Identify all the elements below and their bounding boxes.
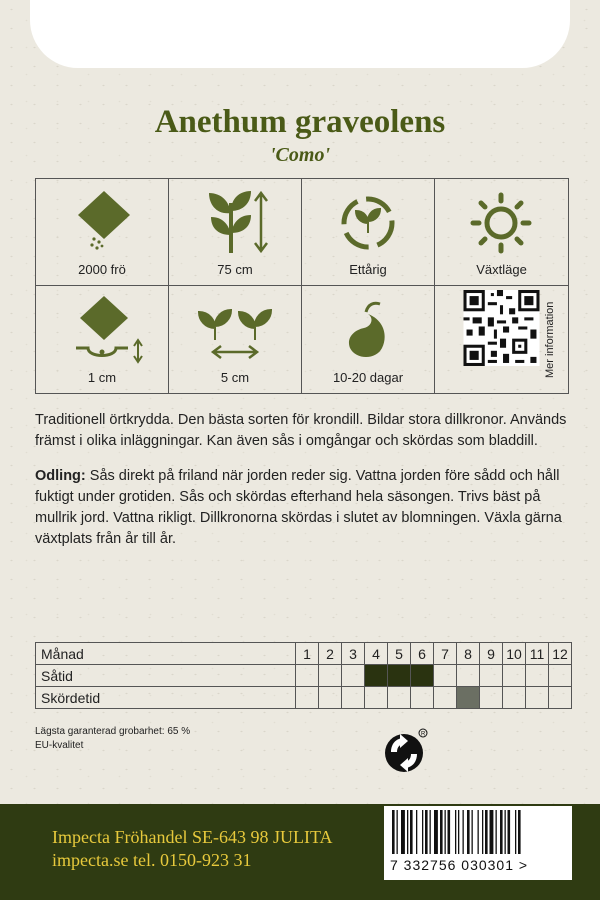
month-7: 7 xyxy=(434,643,457,665)
cell-seeds xyxy=(36,179,169,286)
sow-cell xyxy=(480,665,503,687)
harvest-cell xyxy=(411,687,434,709)
sow-cell xyxy=(526,665,549,687)
sun-icon xyxy=(435,183,568,259)
month-header: Månad xyxy=(36,643,296,665)
company-contact: impecta.se tel. 0150-923 31 xyxy=(52,850,252,870)
position: Växtläge xyxy=(476,262,527,277)
sow-label: Såtid xyxy=(36,665,296,687)
sow-cell xyxy=(503,665,526,687)
cell-germination xyxy=(302,286,435,393)
harvest-cell xyxy=(480,687,503,709)
green-dot-recycling-icon xyxy=(383,728,429,774)
month-2: 2 xyxy=(319,643,342,665)
harvest-cell xyxy=(526,687,549,709)
annual-cycle-icon xyxy=(302,183,435,259)
cultivation-label: Odling: xyxy=(35,468,86,484)
harvest-cell xyxy=(388,687,411,709)
description: Traditionell örtkrydda. Den bästa sorten för krondill. Bildar stora dillkronor. Används främst i olika inläggningar. Kan även sås i omgångar och skördas som bladdill. xyxy=(35,412,567,449)
sow-cell xyxy=(434,665,457,687)
seed-packet-icon xyxy=(36,183,169,259)
month-6: 6 xyxy=(411,643,434,665)
harvest-cell xyxy=(457,687,480,709)
cell-position xyxy=(435,179,568,286)
sow-cell xyxy=(319,665,342,687)
calendar-harvest-row xyxy=(36,687,572,709)
cultivation-instructions xyxy=(35,466,575,550)
germination-note: Lägsta garanterad grobarhet: 65 % xyxy=(35,726,191,737)
month-8: 8 xyxy=(457,643,480,665)
seed-count: 2000 frö xyxy=(78,262,126,277)
month-10: 10 xyxy=(503,643,526,665)
cell-sowing-depth xyxy=(36,286,169,393)
info-grid xyxy=(35,178,569,394)
month-12: 12 xyxy=(549,643,572,665)
product-name: Anethum graveolens xyxy=(154,104,446,140)
harvest-cell xyxy=(296,687,319,709)
cultivation-text: Sås direkt på friland när jorden reder sig. Vattna jorden före sådd och håll fuktigt under grotiden. Sås och skördas efterhand hela säsongen. Trivs bäst på mullrik jord. Vattna rikligt. Dillkronorna skördas i slutet av blomningen. Växla gärna växtplats från år till år. xyxy=(35,468,562,547)
month-5: 5 xyxy=(388,643,411,665)
plant-height-icon xyxy=(169,183,302,259)
sow-cell xyxy=(388,665,411,687)
product-variety: 'Como' xyxy=(269,144,330,166)
germinating-seed-icon xyxy=(302,290,435,366)
month-9: 9 xyxy=(480,643,503,665)
harvest-cell xyxy=(549,687,572,709)
sow-cell xyxy=(457,665,480,687)
cell-more-info[interactable] xyxy=(435,286,568,393)
plant-height: 75 cm xyxy=(217,262,253,277)
sow-cell xyxy=(411,665,434,687)
sowing-calendar xyxy=(35,642,572,709)
sow-cell xyxy=(549,665,572,687)
lifecycle: Ettårig xyxy=(349,262,387,277)
harvest-cell xyxy=(503,687,526,709)
harvest-cell xyxy=(365,687,388,709)
barcode-number: 7 332756 030301 > xyxy=(384,854,572,876)
plant-spacing-icon xyxy=(169,290,302,366)
sowing-depth: 1 cm xyxy=(87,370,117,385)
harvest-label: Skördetid xyxy=(36,687,296,709)
sowing-depth-icon xyxy=(36,290,169,366)
germination-time: 10-20 dagar xyxy=(332,370,404,385)
calendar-sow-row xyxy=(36,665,572,687)
sow-cell xyxy=(365,665,388,687)
cell-spacing xyxy=(169,286,302,393)
sow-cell xyxy=(296,665,319,687)
more-info-label: Mer information xyxy=(544,301,556,379)
month-11: 11 xyxy=(526,643,549,665)
harvest-cell xyxy=(342,687,365,709)
sow-cell xyxy=(342,665,365,687)
cell-lifecycle xyxy=(302,179,435,286)
plant-spacing: 5 cm xyxy=(220,370,250,385)
month-3: 3 xyxy=(342,643,365,665)
hang-hole-cutout xyxy=(30,0,570,68)
svg-text:R: R xyxy=(421,731,426,738)
month-1: 1 xyxy=(296,643,319,665)
harvest-cell xyxy=(434,687,457,709)
company-address: Impecta Fröhandel SE-643 98 JULITA xyxy=(52,827,333,847)
cell-height xyxy=(169,179,302,286)
month-4: 4 xyxy=(365,643,388,665)
quality-note: EU-kvalitet xyxy=(35,740,84,751)
calendar-month-row xyxy=(36,643,572,665)
harvest-cell xyxy=(319,687,342,709)
